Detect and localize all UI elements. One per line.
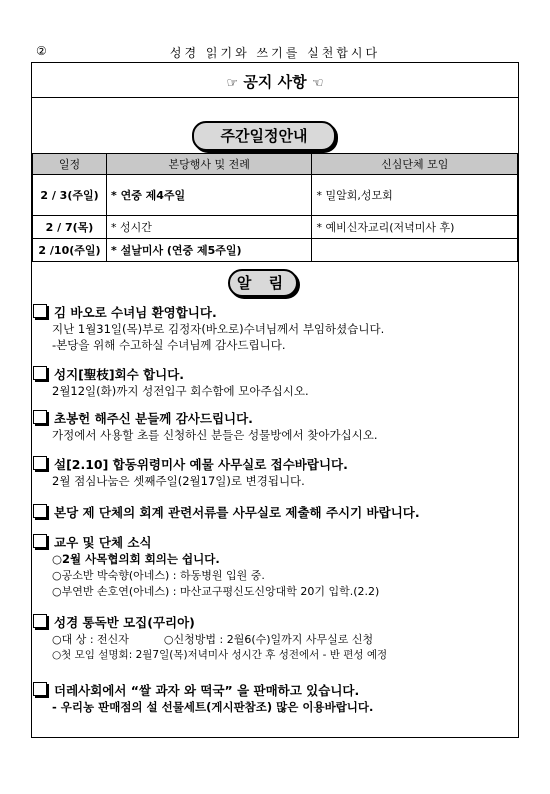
column-header-event: 본당행사 및 전례 <box>106 154 312 175</box>
list-item <box>32 409 518 443</box>
checkbox-icon <box>33 504 47 518</box>
announcement-heading: 교우 및 단체 소식 <box>54 535 152 550</box>
announcement-text: 2월12일(화)까지 성전입구 회수함에 모아주십시오. <box>52 384 309 398</box>
checkbox-icon <box>33 682 47 696</box>
checkbox-icon <box>33 534 47 548</box>
announcement-text: 가정에서 사용할 초를 신청하신 분들은 성물방에서 찾아가십시오. <box>52 428 378 442</box>
table-row <box>33 216 518 239</box>
schedule-table <box>32 153 518 262</box>
announcement-text: ○공소반 박숙향(아네스) : 하동병원 입원 중. <box>52 569 265 582</box>
table-row <box>33 239 518 262</box>
list-item <box>32 533 518 599</box>
schedule-group: * 밀알회,성모회 <box>312 175 518 216</box>
announcement-subheading: - 우리농 판매점의 설 선물세트(게시판참조) 많은 이용바랍니다. <box>52 700 374 714</box>
checkbox-icon <box>33 366 47 380</box>
schedule-title: 주간일정안내 <box>192 121 336 151</box>
announcement-heading: 김 바오로 수녀님 환영합니다. <box>54 305 217 320</box>
motto: 성경 읽기와 쓰기를 실천합시다 <box>169 46 381 60</box>
announcement-heading: 초봉헌 해주신 분들께 감사드립니다. <box>54 411 253 426</box>
page-number: ② <box>36 44 47 58</box>
schedule-date: 2 / 7(목) <box>33 216 107 239</box>
announcement-heading: 더레사회에서 “쌀 과자 와 떡국” 을 판매하고 있습니다. <box>54 683 360 698</box>
column-header-group: 신심단체 모임 <box>312 154 518 175</box>
list-item <box>32 613 518 662</box>
checkbox-icon <box>33 410 47 424</box>
notice-title-text: 공지 사항 <box>243 73 307 91</box>
list-item <box>32 681 518 715</box>
list-item <box>32 455 518 489</box>
pointing-hand-left-icon: ☜ <box>311 76 324 91</box>
schedule-group <box>312 239 518 262</box>
announcement-heading: 설[2.10] 합동위령미사 예물 사무실로 접수바랍니다. <box>54 457 348 472</box>
list-item <box>32 365 518 399</box>
announcement-text: ○대 상 : 전신자 ○신청방법 : 2월6(수)일까지 사무실로 신청 <box>52 633 374 646</box>
announcement-text: 2월 점심나눔은 셋째주일(2월17일)로 변경됩니다. <box>52 474 305 488</box>
list-item <box>32 503 518 521</box>
schedule-group: * 예비신자교리(저녁미사 후) <box>312 216 518 239</box>
announcement-heading: 성경 통독반 모집(꾸리아) <box>54 615 195 630</box>
announcement-text: 지난 1월31일(목)부로 김정자(바오로)수녀님께서 부임하셨습니다. <box>52 322 385 336</box>
schedule-event: * 연중 제4주일 <box>106 175 312 216</box>
schedule-header-row <box>33 154 518 175</box>
announcement-heading: 성지[聖枝]회수 합니다. <box>54 367 185 382</box>
divider <box>32 97 518 98</box>
column-header-date: 일정 <box>33 154 107 175</box>
checkbox-icon <box>33 304 47 318</box>
list-item <box>32 303 518 353</box>
announcement-text: ○부연반 손호연(아네스) : 마산교구평신도신앙대학 20기 입학.(2.2) <box>52 585 380 598</box>
schedule-date: 2 / 3(주일) <box>33 175 107 216</box>
notice-title <box>32 71 518 92</box>
announcement-subheading: ○2월 사목협의회 회의는 쉽니다. <box>52 552 220 566</box>
announcements-title: 알 림 <box>228 269 298 297</box>
bulletin-frame <box>31 62 519 738</box>
announcement-text: ○첫 모임 설명회: 2월7일(목)저녁미사 성시간 후 성전에서 - 반 편성 예정 <box>52 649 388 661</box>
announcement-text: -본당을 위해 수고하실 수녀님께 감사드립니다. <box>52 338 286 352</box>
schedule-event: * 성시간 <box>106 216 312 239</box>
pointing-hand-right-icon: ☞ <box>226 76 239 91</box>
checkbox-icon <box>33 614 47 628</box>
schedule-event: * 설날미사 (연중 제5주일) <box>106 239 312 262</box>
announcement-heading: 본당 제 단체의 회계 관련서류를 사무실로 제출해 주시기 바랍니다. <box>54 505 420 520</box>
table-row <box>33 175 518 216</box>
schedule-date: 2 /10(주일) <box>33 239 107 262</box>
checkbox-icon <box>33 456 47 470</box>
